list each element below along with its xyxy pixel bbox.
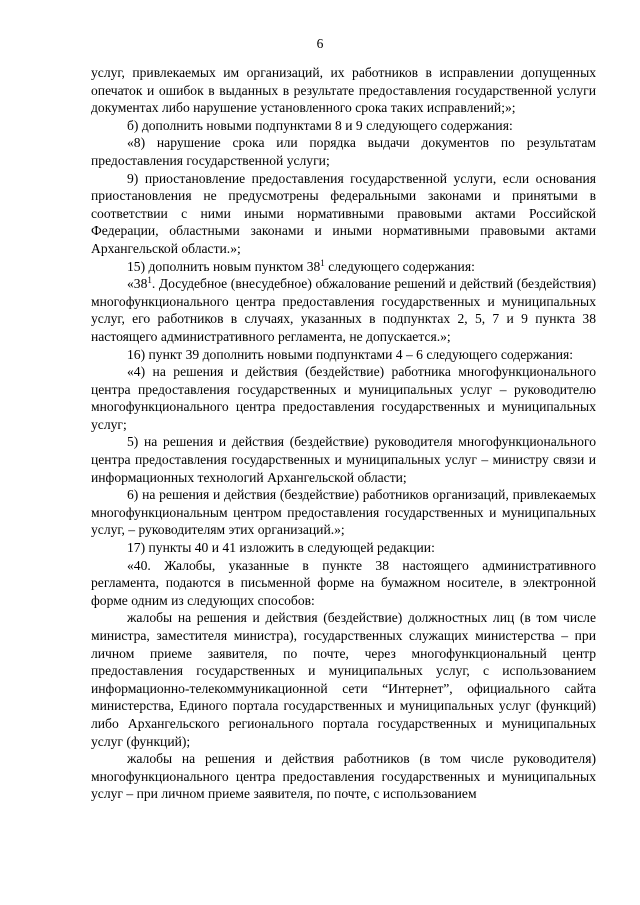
paragraph-6: [91, 275, 596, 345]
paragraph-5-text-end: следующего содержания:: [324, 258, 475, 274]
paragraph-2: б) дополнить новыми подпунктами 8 и 9 следующего содержания:: [127, 117, 513, 133]
paragraph-1: услуг, привлекаемых им организаций, их работников в исправлении допущенных опечаток и ошибок в выданных в результате предоставления государственной услуги документах либо нарушение установленного срока таких исправлений;»;: [91, 65, 596, 116]
paragraph-14: жалобы на решения и действия работников (в том числе руководителя) многофункционального центра предоставления государственных и муниципальных услуг – при личном приеме заявителя, по почте, с использованием: [91, 751, 596, 802]
page-number: 6: [316, 36, 324, 51]
document-body: [91, 64, 596, 803]
paragraph-10: 6) на решения и действия (бездействие) работников организаций, привлекаемых многофункциональным центром предоставления государственных и муниципальных услуг, – руководителям этих организаций.»;: [91, 487, 596, 538]
paragraph-13: жалобы на решения и действия (бездействие) должностных лиц (в том числе министра, заместителя министра), государственных служащих министерства – при личном приеме заявителя, по почте, через многофункциональный центр предоставления государственных и муниципальных услуг, с использованием информационно-телекоммуникационной сети “Интернет”, официального сайта министерства, Единого портала государственных и муниципальных услуг (функций) либо Архангельского регионального портала государственных и муниципальных услуг (функций);: [91, 610, 596, 749]
paragraph-5-text: 15) дополнить новым пунктом 38: [127, 258, 321, 274]
paragraph-6-text: «38: [127, 276, 148, 292]
paragraph-7: 16) пункт 39 дополнить новыми подпунктами 4 – 6 следующего содержания:: [127, 346, 574, 362]
paragraph-6-superscript: 1: [147, 275, 152, 286]
paragraph-9: 5) на решения и действия (бездействие) руководителя многофункционального центра предоставления государственных и муниципальных услуг – министру связи и информационных технологий Архангельской области;: [91, 434, 596, 485]
paragraph-3: «8) нарушение срока или порядка выдачи документов по результатам предоставления государственной услуги;: [91, 135, 596, 168]
paragraph-4: 9) приостановление предоставления государственной услуги, если основания приостановления не предусмотрены федеральными законами и принятыми в соответствии с ними иными нормативными правовыми актами Российской Федерации, областными законами и иными нормативными правовыми актами Архангельской области.»;: [91, 170, 596, 256]
paragraph-6-text-end: . Досудебное (внесудебное) обжалование решений и действий (бездействия) многофункционального центра предоставления государственных и муниципальных услуг, его работников в случаях, указанных в подпунктах 2, 5, 7 и 9 пункта 38 настоящего административного регламента, не допускается.»;: [91, 276, 596, 344]
paragraph-12: «40. Жалобы, указанные в пункте 38 настоящего административного регламента, подаются в письменной форме на бумажном носителе, в электронной форме одним из следующих способов:: [91, 557, 596, 608]
paragraph-8: «4) на решения и действия (бездействие) работника многофункционального центра предоставления государственных и муниципальных услуг – руководителю многофункционального центра предоставления государственных и муниципальных услуг;: [91, 364, 596, 432]
paragraph-5-superscript: 1: [320, 257, 325, 268]
paragraph-5: [91, 258, 596, 276]
paragraph-11: 17) пункты 40 и 41 изложить в следующей редакции:: [127, 540, 435, 556]
